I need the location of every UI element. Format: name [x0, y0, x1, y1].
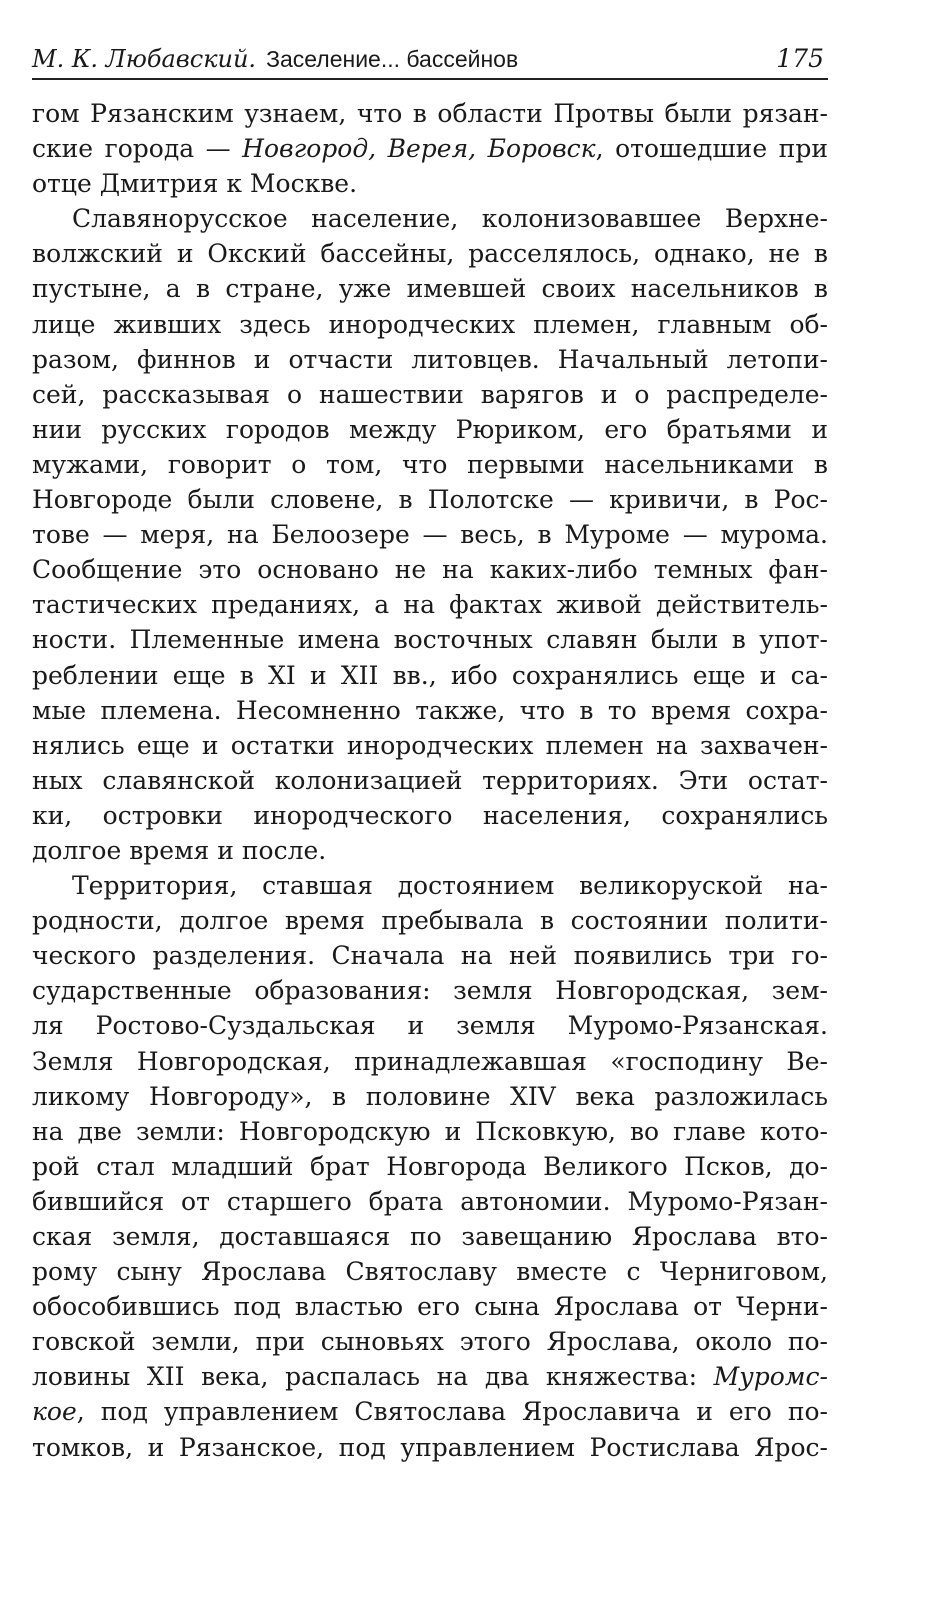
text-line	[32, 552, 828, 587]
line-text: Славянорусское население, колонизовавшее Верхне-	[72, 204, 828, 234]
line-text: мые племена. Несомненно также, что в то время сохра-	[32, 695, 828, 725]
text-line	[32, 1044, 828, 1079]
text-line	[32, 1079, 828, 1114]
text-line	[32, 96, 828, 131]
text-line	[32, 131, 828, 166]
line-text: ности. Племенные имена восточных славян были в упот-	[32, 625, 828, 655]
text-line	[32, 236, 828, 271]
line-text: реблении еще в XI и XII вв., ибо сохранялись еще и са-	[32, 660, 828, 690]
line-text: тове — меря, на Белоозере — весь, в Муроме — мурома.	[32, 520, 828, 550]
line-text: пустыне, а в стране, уже имевшей своих насельников в	[32, 274, 828, 304]
line-text: ловины XII века, распалась на два княжества:	[32, 1362, 714, 1392]
line-text: томков, и Рязанское, под управлением Ростислава Ярос-	[32, 1432, 828, 1462]
line-text: тастических преданиях, а на фактах живой действитель-	[32, 590, 828, 620]
text-line	[32, 447, 828, 482]
text-line	[32, 271, 828, 306]
line-text: Территория, ставшая достоянием великоруской на-	[72, 871, 828, 901]
text-line	[32, 587, 828, 622]
text-line	[32, 1359, 828, 1394]
text-line	[32, 1219, 828, 1254]
text-line	[32, 798, 828, 833]
book-page	[32, 40, 828, 1465]
text-line	[32, 622, 828, 657]
text-line	[32, 1430, 828, 1465]
text-line	[32, 658, 828, 693]
line-text: ки, островки инородческого населения, сохранялись	[32, 800, 828, 830]
line-text: нялись еще и остатки инородческих племен на захвачен-	[32, 730, 828, 760]
text-line	[32, 833, 828, 868]
line-text: долгое время и после.	[32, 835, 327, 865]
line-text: рой стал младший брат Новгорода Великого Псков, до-	[32, 1151, 828, 1181]
line-text: Земля Новгородская, принадлежавшая «господину Ве-	[32, 1046, 828, 1076]
text-line	[32, 1149, 828, 1184]
running-head	[32, 40, 828, 80]
text-line	[32, 693, 828, 728]
text-line	[32, 903, 828, 938]
line-text: бившийся от старшего брата автономии. Муромо-Рязан-	[32, 1186, 828, 1216]
line-text: ля Ростово-Суздальская и земля Муромо-Рязанская.	[32, 1011, 828, 1041]
text-line	[32, 342, 828, 377]
text-line	[32, 377, 828, 412]
text-line	[32, 1254, 828, 1289]
page-number: 175	[776, 44, 824, 73]
line-text: говской земли, при сыновьях этого Ярослава, около по-	[32, 1327, 828, 1357]
text-line	[32, 763, 828, 798]
text-line	[32, 973, 828, 1008]
line-text: гом Рязанским узнаем, что в области Протвы были рязан-	[32, 99, 828, 128]
line-text: сударственные образования: земля Новгородская, зем-	[32, 976, 828, 1006]
text-line	[32, 1324, 828, 1359]
line-text: , отошедшие при	[595, 134, 828, 164]
line-text: мужами, говорит о том, что первыми насельниками в	[32, 449, 828, 479]
text-line	[32, 1394, 828, 1429]
text-line	[32, 1184, 828, 1219]
italic-text: кое	[32, 1397, 77, 1427]
line-text: Сообщение это основано не на каких-либо темных фан-	[32, 555, 828, 585]
italic-text: Муромс-	[713, 1362, 828, 1392]
line-text: сей, рассказывая о нашествии варягов и о распределе-	[32, 379, 828, 409]
line-text: обособившись под властью его сына Ярослава от Черни-	[32, 1292, 828, 1322]
running-head-title: Заселение... бассейнов	[266, 46, 519, 72]
line-text: нии русских городов между Рюриком, его братьями и	[32, 414, 828, 444]
line-text: ликому Новгороду», в половине XIV века разложилась	[32, 1081, 828, 1111]
line-text: волжский и Окский бассейны, расселялось, однако, не в	[32, 239, 828, 269]
text-line	[32, 1114, 828, 1149]
line-text: ские города —	[32, 134, 243, 164]
text-line	[32, 412, 828, 447]
line-text: ская земля, доставшаяся по завещанию Ярослава вто-	[32, 1222, 828, 1251]
text-line	[32, 166, 828, 201]
line-text: ческого разделения. Сначала на ней появились три го-	[32, 941, 828, 971]
line-text: , под управлением Святослава Ярославича и его по-	[76, 1397, 828, 1427]
text-line	[32, 307, 828, 342]
line-text: на две земли: Новгородскую и Псковкую, во главе кото-	[32, 1116, 828, 1146]
running-head-author: М. К. Любавский.	[32, 45, 257, 73]
line-text: рому сыну Ярослава Святославу вместе с Черниговом,	[32, 1257, 828, 1287]
text-line	[32, 1289, 828, 1324]
body-text	[32, 96, 828, 1465]
italic-text: Новгород, Верея, Боровск	[242, 134, 596, 164]
line-text: родности, долгое время пребывала в состоянии полити-	[32, 906, 828, 936]
text-line	[32, 482, 828, 517]
line-text: отце Дмитрия к Москве.	[32, 169, 358, 199]
line-text: разом, финнов и отчасти литовцев. Начальный летопи-	[32, 344, 828, 374]
text-line	[32, 1008, 828, 1043]
text-line	[32, 938, 828, 973]
text-line	[32, 868, 828, 903]
line-text: лице живших здесь инородческих племен, главным об-	[32, 309, 828, 339]
text-line	[32, 728, 828, 763]
text-line	[32, 201, 828, 236]
text-line	[32, 517, 828, 552]
line-text: ных славянской колонизацией территориях. Эти остат-	[32, 765, 828, 795]
line-text: Новгороде были словене, в Полотске — кривичи, в Рос-	[32, 485, 828, 515]
